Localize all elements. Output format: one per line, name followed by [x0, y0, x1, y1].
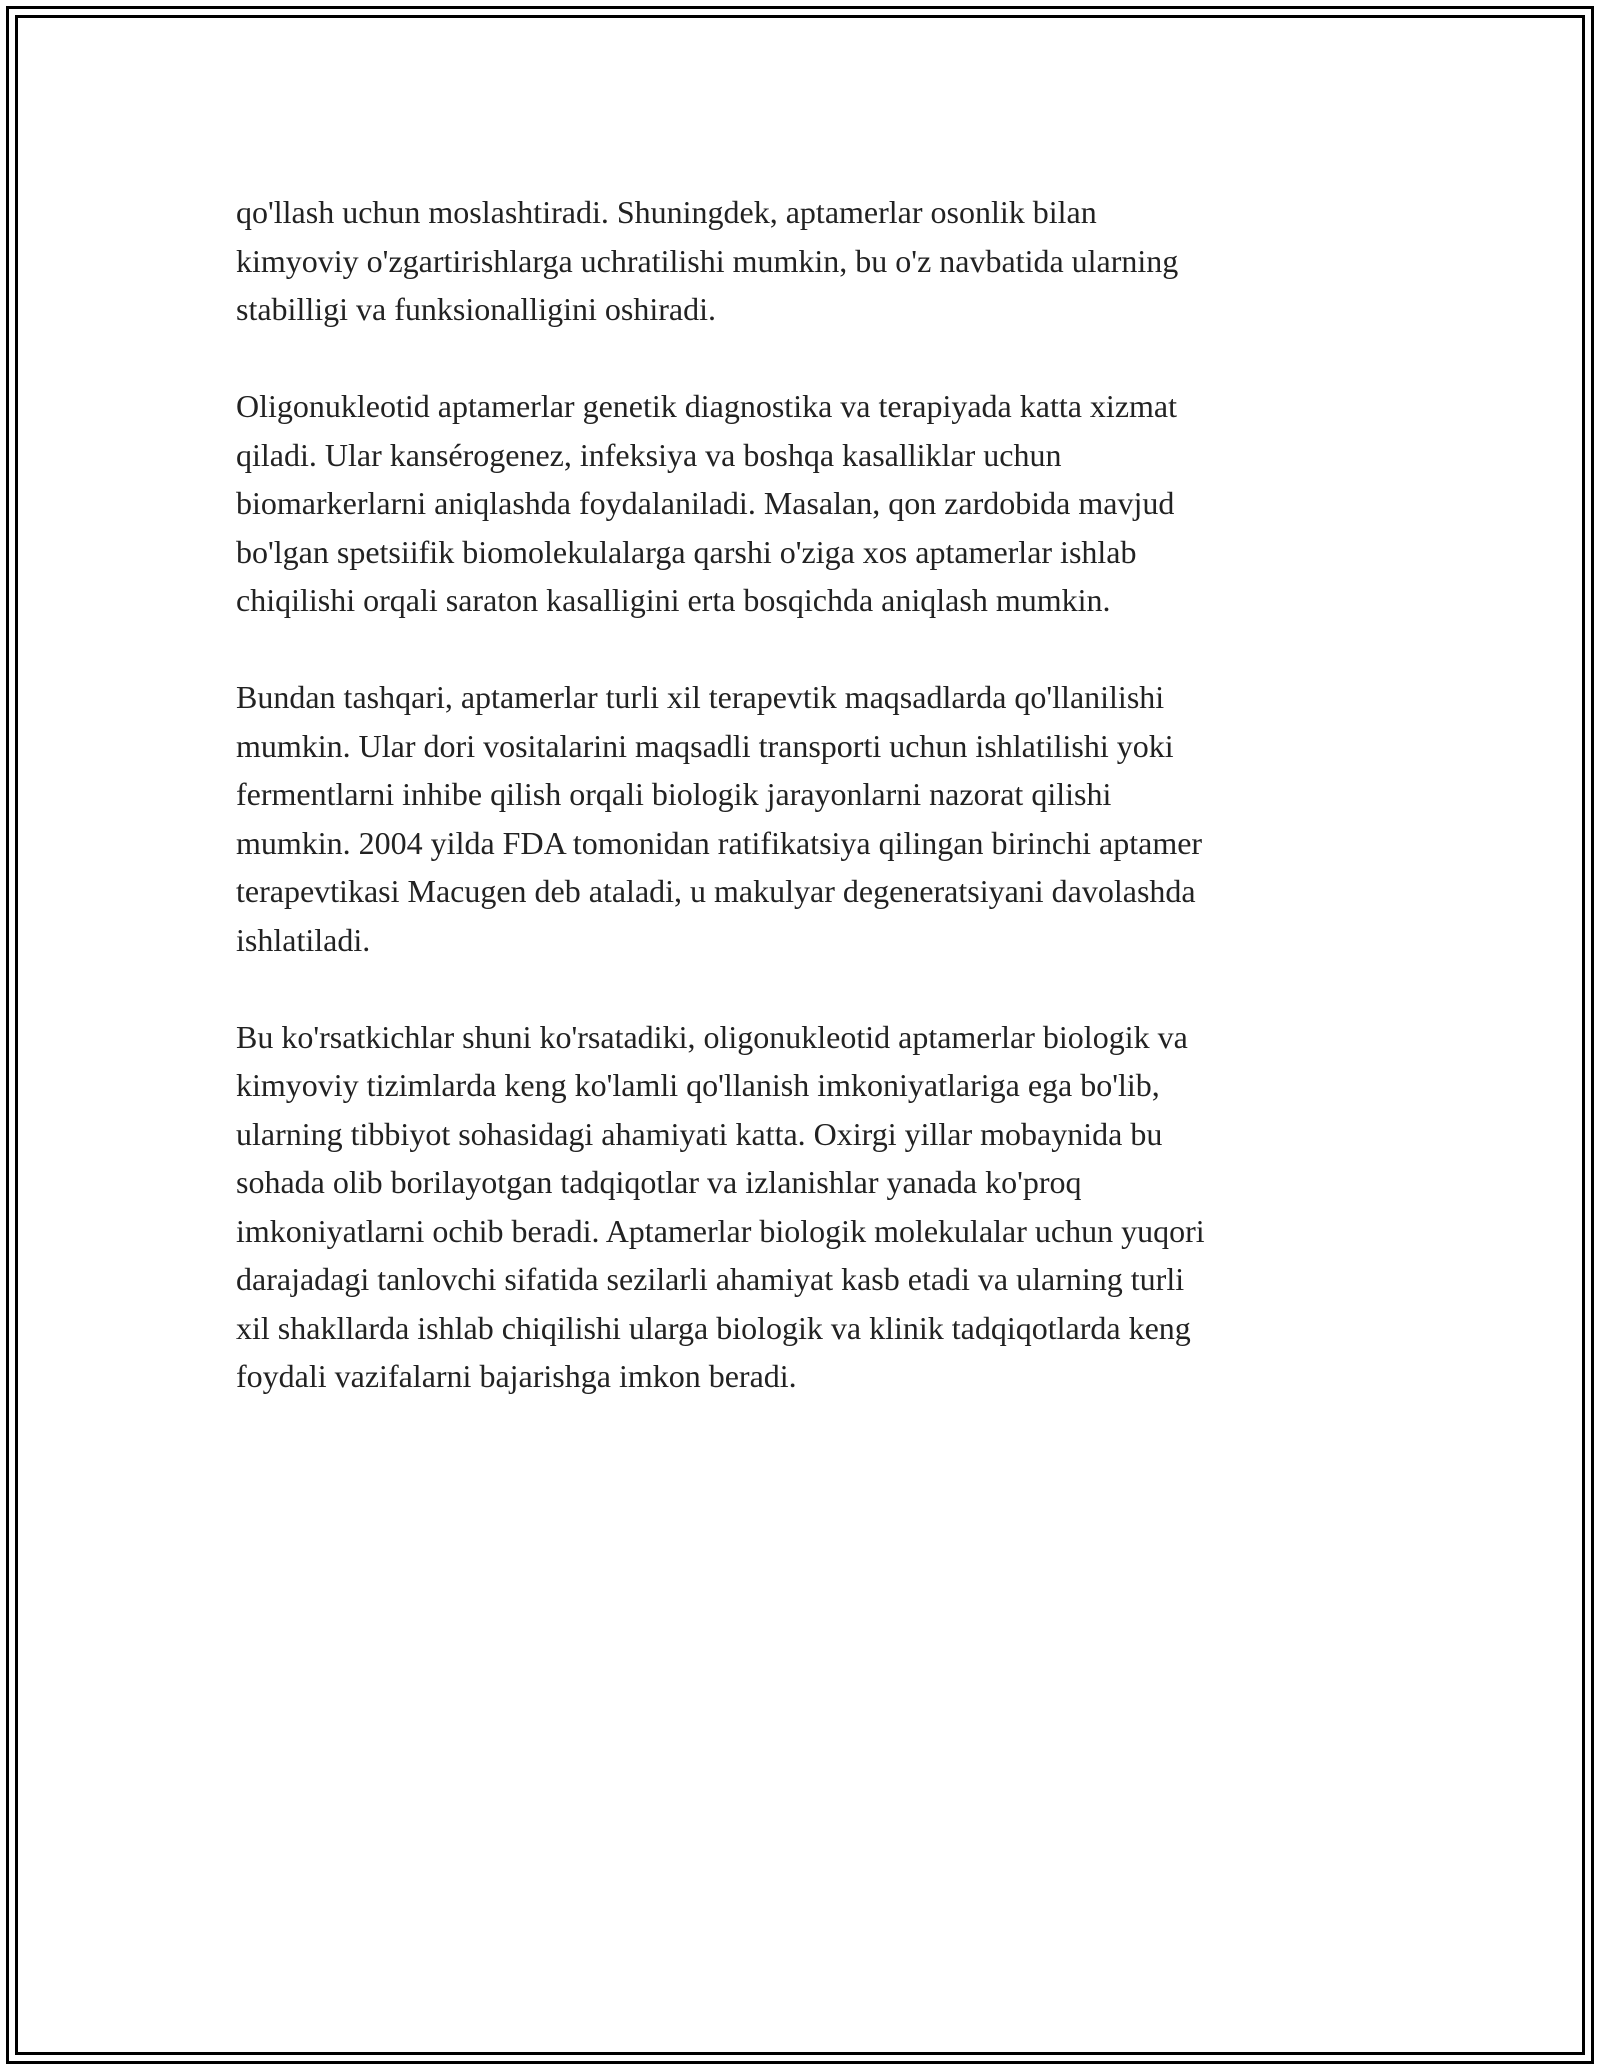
paragraph-1: qo'llash uchun moslashtiradi. Shuningdek, aptamerlar osonlik bilan kimyoviy o'zgartirishlarga uchratilishi mumkin, bu o'z navbatida ularning stabilligi va funksionalligini oshiradi.	[236, 194, 1179, 327]
paragraph-4: Bu ko'rsatkichlar shuni ko'rsatadiki, oligonukleotid aptamerlar biologik va kimyoviy tizimlarda keng ko'lamli qo'llanish imkoniyatlariga ega bo'lib, ularning tibbiyot sohasidagi ahamiyati katta. Oxirgi yillar mobaynida bu sohada olib borilayotgan tadqiqotlar va izlanishlar yanada ko'proq imkoniyatlarni ochib beradi. Aptamerlar biologik molekulalar uchun yuqori darajadagi tanlovchi sifatida sezilarli ahamiyat kasb etadi va ularning turli xil shakllarda ishlab chiqilishi ularga biologik va klinik tadqiqotlarda keng foydali vazifalarni bajarishga imkon beradi.	[236, 1018, 1205, 1394]
paragraph-2: Oligonukleotid aptamerlar genetik diagnostika va terapiyada katta xizmat qiladi. Ular kansérogenez, infeksiya va boshqa kasalliklar uchun biomarkerlarni aniqlashda foydalaniladi. Masalan, qon zardobida mavjud bo'lgan spetsiifik biomolekulalarga qarshi o'ziga xos aptamerlar ishlab chiqilishi orqali saraton kasalligini erta bosqichda aniqlash mumkin.	[236, 388, 1177, 618]
document-body	[236, 188, 1366, 1449]
paragraph-3: Bundan tashqari, aptamerlar turli xil terapevtik maqsadlarda qo'llanilishi mumkin. Ular dori vositalarini maqsadli transporti uchun ishlatilishi yoki fermentlarni inhibe qilish orqali biologik jarayonlarni nazorat qilishi mumkin. 2004 yilda FDA tomonidan ratifikatsiya qilingan birinchi aptamer terapevtikasi Macugen deb ataladi, u makulyar degeneratsiyani davolashda ishlatiladi.	[236, 679, 1203, 958]
